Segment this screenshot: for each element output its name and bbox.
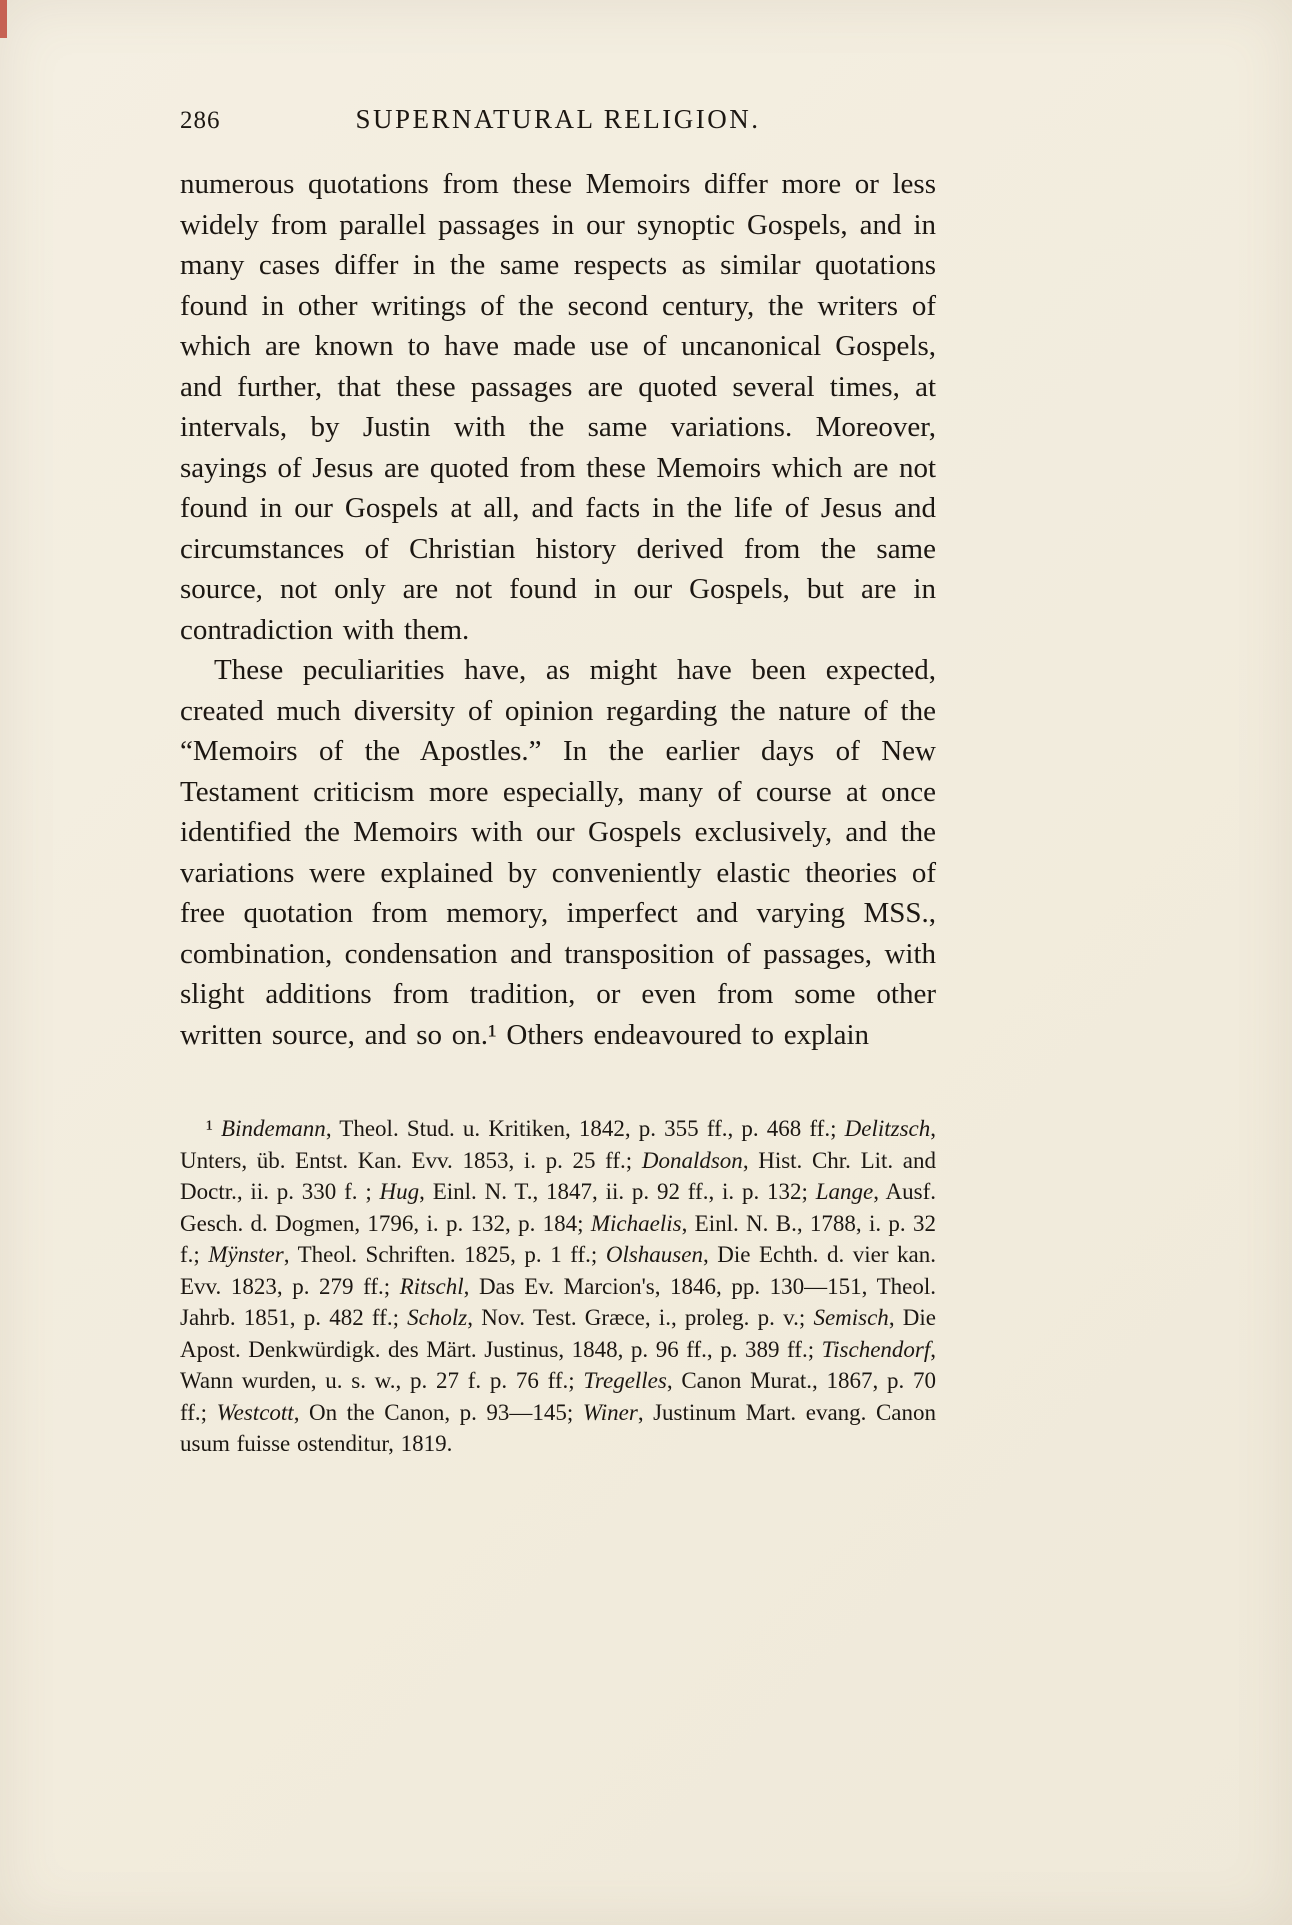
body-text [180, 164, 936, 1055]
footnote-citation-text: , Wann wurden, u. s. w., p. 27 f. p. 76 ff.; [180, 1336, 936, 1393]
footnote-author-name: Lange [815, 1179, 874, 1204]
footnote-citation-text: , Einl. N. T., 1847, ii. p. 92 ff., i. p. 132; [419, 1179, 816, 1204]
footnote-citation-text: , Canon Murat., 1867, p. 70 ff.; [180, 1368, 936, 1425]
footnote-citation-text: , Das Ev. Marcion's, 1846, pp. 130—151, Theol. Jahrb. 1851, p. 482 ff.; [180, 1273, 936, 1330]
footnote-citation-text: ¹ [206, 1116, 222, 1141]
footnote-author-name: Tregelles [583, 1368, 667, 1393]
footnote-author-name: Mÿnster [208, 1242, 284, 1267]
footnote-citation-text: , Theol. Stud. u. Kritiken, 1842, p. 355 ff., p. 468 ff.; [325, 1116, 845, 1141]
footnote-citation-text: , Justinum Mart. evang. Canon usum fuisse ostenditur, 1819. [180, 1399, 936, 1456]
page-header [180, 104, 936, 138]
footnote-author-name: Semisch [813, 1305, 889, 1330]
footnote-citation-text: , On the Canon, p. 93—145; [293, 1399, 583, 1425]
footnote-text [180, 1113, 936, 1460]
footnote-author-name: Bindemann [221, 1116, 326, 1141]
footnote-author-name: Tischendorf [821, 1336, 931, 1362]
footnote-citation-text: , Hist. Chr. Lit. and Doctr., ii. p. 330 f. ; [180, 1147, 936, 1204]
page-number: 286 [180, 107, 221, 134]
footnote-author-name: Ritschl [399, 1273, 464, 1299]
footnote-citation-text: , Theol. Schriften. 1825, p. 1 ff.; [283, 1242, 606, 1267]
paragraph: numerous quotations from these Memoirs differ more or less widely from parallel passages in our synoptic Gospels, and in many cases differ in the same respects as similar quotations found in other writings of the second century, the writers of which are known to have made use of uncanonical Gospels, and further, that these passages are quoted several times, at intervals, by Justin with the same variations. Moreover, sayings of Jesus are quoted from these Memoirs which are not found in our Gospels at all, and facts in the life of Jesus and circumstances of Christian history derived from the same source, not only are not found in our Gospels, but are in contradiction with them. [180, 168, 936, 646]
footnote-author-name: Michaelis [590, 1210, 682, 1236]
footnote-author-name: Hug [379, 1179, 420, 1204]
footnote-citation-text: , Die Echth. d. vier kan. Evv. 1823, p. 279 ff.; [180, 1242, 936, 1299]
footnote-citation-text: , Ausf. Gesch. d. Dogmen, 1796, i. p. 132, p. 184; [180, 1179, 936, 1236]
running-head-title: SUPERNATURAL RELIGION. [355, 104, 761, 134]
footnote-author-name: Olshausen [605, 1242, 703, 1267]
scan-edge-artifact [0, 0, 7, 38]
footnote-citation-text: , Nov. Test. Græce, i., proleg. p. v.; [467, 1305, 814, 1330]
footnote-citation-text: , Die Apost. Denkwürdigk. des Märt. Justinus, 1848, p. 96 ff., p. 389 ff.; [180, 1305, 936, 1362]
footnote-author-name: Donaldson [641, 1147, 743, 1173]
footnote-author-name: Delitzsch [844, 1116, 931, 1141]
footnote-author-name: Scholz [407, 1305, 468, 1330]
paragraph: These peculiarities have, as might have been expected, created much diversity of opinion regarding the nature of the “Memoirs of the Apostles.” In the earlier days of New Testament criticism more especially, many of course at once identified the Memoirs with our Gospels exclusively, and the variations were explained by conveniently elastic theories of free quotation from memory, imperfect and varying MSS., combination, condensation and transposition of passages, with slight additions from tradition, or even from some other written source, and so on.¹ Others endeavoured to explain [180, 654, 936, 1051]
footnote-citation-text: , Unters, üb. Entst. Kan. Evv. 1853, i. p. 25 ff.; [180, 1116, 936, 1173]
page-content [180, 104, 936, 1460]
footnote-citation-text: , Einl. N. B., 1788, i. p. 32 f.; [180, 1210, 937, 1267]
footnote-author-name: Westcott [216, 1399, 294, 1425]
footnote-author-name: Winer [582, 1399, 638, 1425]
